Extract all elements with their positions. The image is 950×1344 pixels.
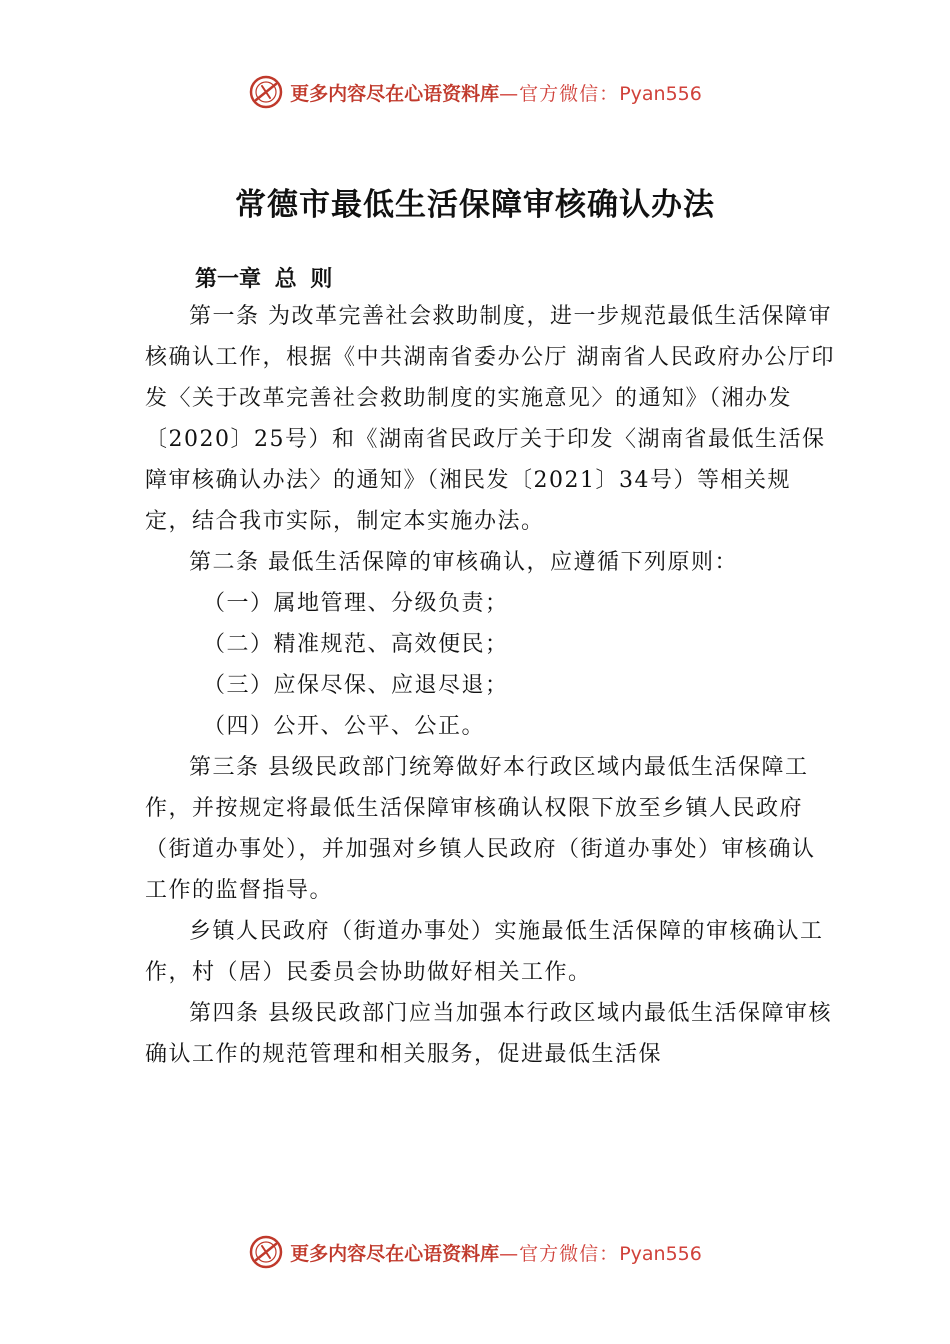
township-paragraph: 乡镇人民政府（街道办事处）实施最低生活保障的审核确认工作，村（居）民委员会协助做好相关工作。 — [145, 919, 824, 985]
principle-item: （三）应保尽保、应退尽退； — [203, 673, 509, 698]
watermark-wechat-id: Pyan556 — [619, 82, 702, 105]
watermark-separator: —官方微信： — [499, 82, 620, 105]
watermark-wechat-id: Pyan556 — [619, 1242, 702, 1265]
principle-item: （一）属地管理、分级负责； — [203, 591, 509, 616]
seal-logo-icon — [248, 74, 284, 110]
watermark-banner-top — [0, 72, 950, 112]
principle-item: （四）公开、公平、公正。 — [203, 714, 486, 739]
principle-item: （二）精准规范、高效便民； — [203, 632, 509, 657]
watermark-promo: 更多内容尽在心语资料库 — [290, 82, 500, 105]
seal-logo-icon — [248, 1234, 284, 1270]
watermark-text — [290, 79, 702, 106]
watermark-promo: 更多内容尽在心语资料库 — [290, 1242, 500, 1265]
watermark-text — [290, 1239, 702, 1266]
article-1-paragraph: 第一条 为改革完善社会救助制度，进一步规范最低生活保障审核确认工作，根据《中共湖南省委办公厅 湖南省人民政府办公厅印发〈关于改革完善社会救助制度的实施意见〉的通知》（湘办发〔2020〕25号）和《湖南省民政厅关于印发〈湖南省最低生活保障审核确认办法〉的通知》（湘民发〔2021〕34号）等相关规定，结合我市实际，制定本实施办法。 — [145, 304, 835, 534]
watermark-banner-bottom — [0, 1232, 950, 1272]
chapter-heading: 第一章 总 则 — [195, 267, 333, 292]
document-title: 常德市最低生活保障审核确认办法 — [235, 186, 715, 223]
watermark-separator: —官方微信： — [499, 1242, 620, 1265]
article-3-paragraph: 第三条 县级民政部门统筹做好本行政区域内最低生活保障工作，并按规定将最低生活保障审核确认权限下放至乡镇人民政府（街道办事处），并加强对乡镇人民政府（街道办事处）审核确认工作的监督指导。 — [145, 755, 816, 903]
document-body — [145, 296, 835, 1075]
article-2-paragraph: 第二条 最低生活保障的审核确认，应遵循下列原则： — [189, 550, 738, 575]
article-4-paragraph: 第四条 县级民政部门应当加强本行政区域内最低生活保障审核确认工作的规范管理和相关服务，促进最低生活保 — [145, 1001, 832, 1067]
